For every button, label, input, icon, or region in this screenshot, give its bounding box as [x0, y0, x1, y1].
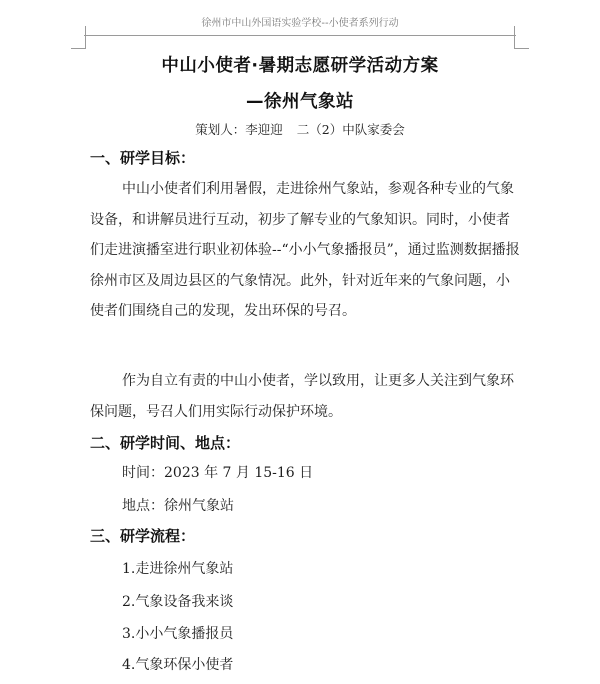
document-title: 中山小使者·暑期志愿研学活动方案: [161, 56, 439, 76]
crop-mark-left: [71, 26, 86, 49]
byline: [0, 120, 600, 138]
process-step-4: 4.气象环保小使者: [122, 657, 234, 673]
page-header: 徐州市中山外国语实验学校--小使者系列行动: [201, 18, 399, 29]
goals-paragraph-1: 中山小使者们利用暑假，走进徐州气象站，参观各种专业的气象设备，和讲解员进行互动，初步了解专业的气象知识。同时，小使者们走进演播室进行职业初体验--“小小气象播报员”，通过监测数据播报徐州市区及周边县区的气象情况。此外，针对近年来的气象问题，小使者们围绕自己的发现，发出环保的号召。: [90, 181, 520, 319]
document-subtitle: —徐州气象站: [246, 92, 354, 112]
header-divider: [84, 35, 516, 36]
section-heading-process: 三、研学流程：: [90, 527, 196, 545]
crop-mark-right: [514, 26, 529, 49]
activity-place: 地点：徐州气象站: [122, 498, 234, 514]
section-heading-time-place: 二、研学时间、地点：: [90, 434, 241, 452]
process-step-1: 1.走进徐州气象站: [122, 561, 234, 577]
goals-paragraph-2: 作为自立有责的中山小使者，学以致用，让更多人关注到气象环保问题，号召人们用实际行动保护环境。: [90, 373, 514, 420]
activity-time: 时间：2023 年 7 月 15-16 日: [122, 465, 314, 481]
section-heading-goals: 一、研学目标：: [90, 149, 196, 167]
process-step-3: 3.小小气象播报员: [122, 626, 234, 642]
planner: 策划人：李迎迎: [195, 122, 283, 137]
process-step-2: 2.气象设备我来谈: [122, 594, 234, 610]
organizing-unit: 二（2）中队家委会: [296, 122, 405, 137]
